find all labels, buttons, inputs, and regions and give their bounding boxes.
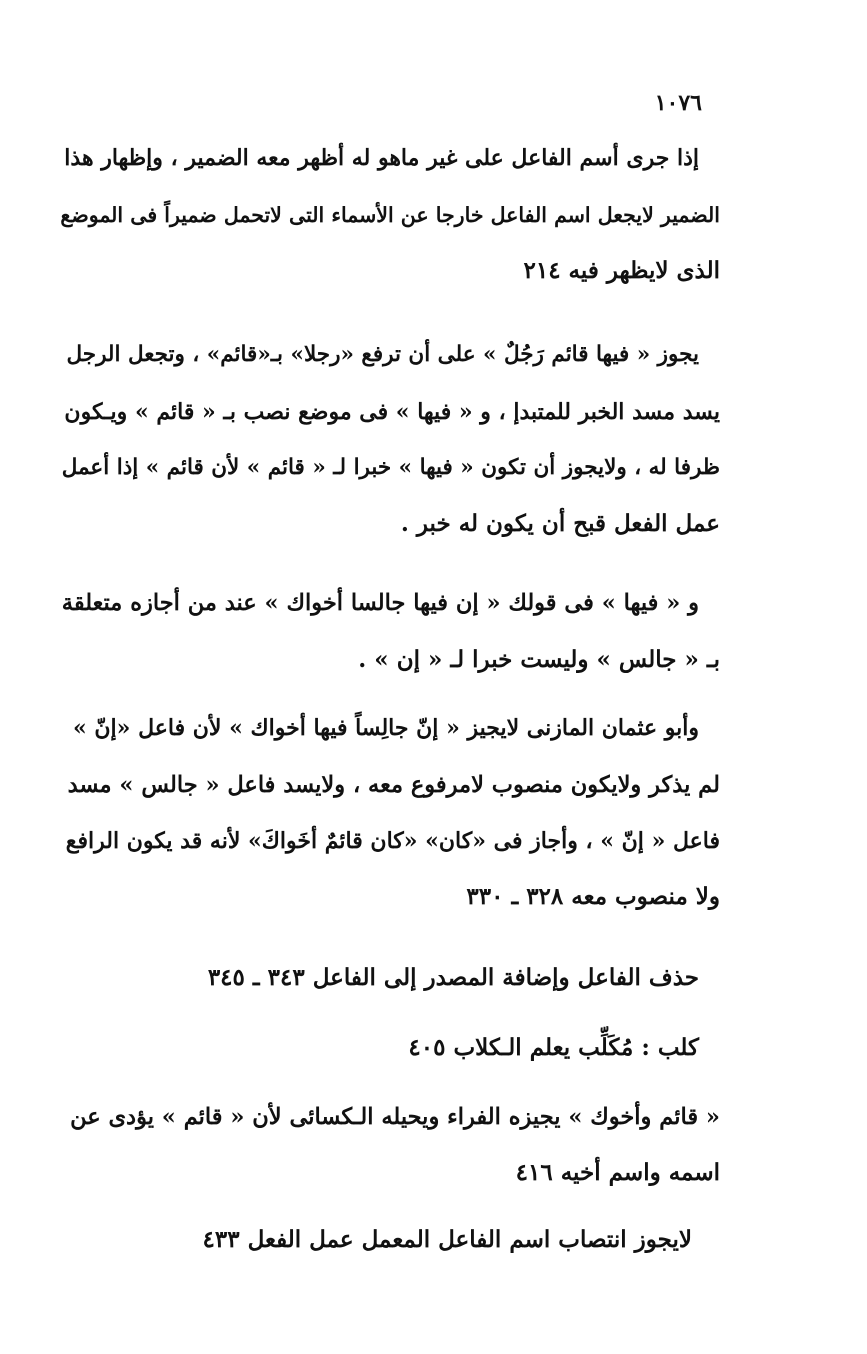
text-line: لم يذكر ولايكون منصوب لامرفوع معه ، ولايسد فاعل « جالس » مسد — [67, 772, 720, 798]
text-line: حذف الفاعل وإضافة المصدر إلى الفاعل ٣٤٣ ـ ٣٤٥ — [207, 964, 699, 991]
text-line: الضمير لايجعل اسم الفاعل خارجا عن الأسماء التى لاتحمل ضميراً فى الموضع — [60, 203, 720, 227]
text-line: الذى لايظهر فيه ٢١٤ — [523, 257, 720, 284]
text-line: و « فيها » فى قولك « إن فيها جالسا أخواك » عند من أجازه متعلقة — [61, 590, 699, 616]
text-line: بـ « جالس » وليست خبرا لـ « إن » . — [358, 646, 720, 673]
text-line: لايجوز انتصاب اسم الفاعل المعمل عمل الفعل ٤٣٣ — [202, 1226, 692, 1253]
text-line: إذا جرى أسم الفاعل على غير ماهو له أظهر معه الضمير ، وإظهار هذا — [64, 145, 699, 171]
text-line: يجوز « فيها قائم رَجُلٌ » على أن ترفع «رجلا» بـ«قائم» ، وتجعل الرجل — [66, 342, 699, 367]
text-line: « قائم وأخوك » يجيزه الفراء ويحيله الـكسائى لأن « قائم » يؤدى عن — [70, 1104, 720, 1130]
text-line: فاعل « إنّ » ، وأجاز فى «كان» «كان قائمٌ أخَواكَ» لأنه قد يكون الرافع — [65, 828, 720, 854]
text-line: ولا منصوب معه ٣٢٨ ـ ٣٣٠ — [466, 883, 720, 910]
text-line: عمل الفعل قبح أن يكون له خبر . — [400, 510, 720, 537]
text-line: اسمه واسم أخيه ٤١٦ — [515, 1159, 720, 1186]
text-line: يسد مسد الخبر للمتبدإ ، و « فيها » فى موضع نصب بـ « قائم » ويـكون — [64, 399, 720, 425]
page-number: ١٠٧٦ — [654, 90, 702, 116]
text-line: وأبو عثمان المازنى لايجيز « إنّ جالِساً فيها أخواك » لأن فاعل «إنّ » — [72, 715, 699, 741]
text-line: كلب : مُكَلِّب يعلم الـكلاب ٤٠٥ — [408, 1034, 699, 1061]
text-line: ظرفا له ، ولايجوز أن تكون « فيها » خبرا لـ « قائم » لأن قائم » إذا أعمل — [61, 455, 720, 480]
